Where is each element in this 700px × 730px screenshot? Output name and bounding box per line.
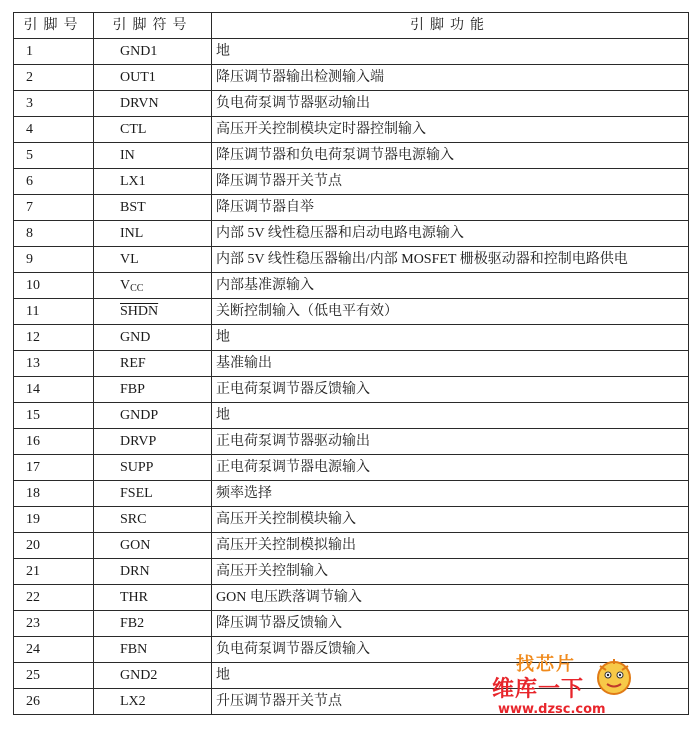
pin-symbol-text: FBP <box>120 382 145 397</box>
pin-symbol-cell <box>94 403 212 429</box>
pin-symbol-text: GND1 <box>120 44 158 59</box>
pin-function-cell: 地 <box>212 325 689 351</box>
table-row <box>14 689 689 715</box>
pin-number-cell: 2 <box>14 65 94 91</box>
pin-symbol-text: IN <box>120 148 135 163</box>
table-row <box>14 65 689 91</box>
pin-symbol-text: DRN <box>120 564 150 579</box>
pin-number-cell: 14 <box>14 377 94 403</box>
pin-symbol-cell <box>94 481 212 507</box>
pin-function-cell: 正电荷泵调节器反馈输入 <box>212 377 689 403</box>
pin-symbol-text: OUT1 <box>120 70 156 85</box>
pin-function-cell: 负电荷泵调节器反馈输入 <box>212 637 689 663</box>
pin-symbol-cell <box>94 39 212 65</box>
pin-symbol-cell <box>94 299 212 325</box>
pin-symbol-text: GON <box>120 538 151 553</box>
pin-symbol-cell <box>94 663 212 689</box>
pin-symbol-cell <box>94 273 212 299</box>
pin-function-cell: 地 <box>212 663 689 689</box>
pin-symbol-text: VL <box>120 252 139 267</box>
pin-symbol-text: INL <box>120 226 144 241</box>
pin-symbol-cell <box>94 221 212 247</box>
pin-number-cell: 21 <box>14 559 94 585</box>
pin-function-cell: 内部基准源输入 <box>212 273 689 299</box>
pin-symbol-cell <box>94 247 212 273</box>
pin-number-cell: 4 <box>14 117 94 143</box>
pin-function-cell: 负电荷泵调节器驱动输出 <box>212 91 689 117</box>
pin-number-cell: 3 <box>14 91 94 117</box>
pin-symbol-base: V <box>120 278 131 293</box>
watermark-main-text: 维库一下 <box>492 677 585 702</box>
table-row <box>14 663 689 689</box>
pin-function-table <box>13 12 689 715</box>
pin-symbol-text: LX1 <box>120 174 146 189</box>
pin-symbol-cell <box>94 637 212 663</box>
pin-function-cell: 降压调节器输出检测输入端 <box>212 65 689 91</box>
table-row <box>14 611 689 637</box>
pin-function-cell: 频率选择 <box>212 481 689 507</box>
pin-symbol-text: FB2 <box>120 616 145 631</box>
pin-symbol-text: SUPP <box>120 460 154 475</box>
pin-symbol-subscript: CC <box>130 283 144 294</box>
pin-symbol-cell <box>94 325 212 351</box>
pin-symbol-text: GND2 <box>120 668 158 683</box>
table-row <box>14 299 689 325</box>
pin-function-cell: 高压开关控制模块输入 <box>212 507 689 533</box>
pin-function-cell: 内部 5V 线性稳压器和启动电路电源输入 <box>212 221 689 247</box>
pin-function-cell: GON 电压跌落调节输入 <box>212 585 689 611</box>
pin-symbol-text: FBN <box>120 642 148 657</box>
pin-number-cell: 11 <box>14 299 94 325</box>
pin-symbol-cell <box>94 377 212 403</box>
pin-number-cell: 26 <box>14 689 94 715</box>
pin-symbol-text: GNDP <box>120 408 159 423</box>
pin-function-cell: 正电荷泵调节器电源输入 <box>212 455 689 481</box>
pin-symbol-text: THR <box>120 590 148 605</box>
table-row <box>14 351 689 377</box>
pin-function-cell: 降压调节器自举 <box>212 195 689 221</box>
pin-symbol-cell <box>94 455 212 481</box>
table-row <box>14 507 689 533</box>
pin-function-cell: 内部 5V 线性稳压器输出/内部 MOSFET 栅极驱动器和控制电路供电 <box>212 247 689 273</box>
pin-symbol-text: GND <box>120 330 151 345</box>
pin-symbol-cell <box>94 689 212 715</box>
pin-symbol-text: CTL <box>120 122 147 137</box>
pin-number-cell: 25 <box>14 663 94 689</box>
pin-symbol-cell <box>94 507 212 533</box>
table-row <box>14 403 689 429</box>
pin-symbol-cell <box>94 533 212 559</box>
pin-symbol-cell <box>94 195 212 221</box>
pin-number-cell: 19 <box>14 507 94 533</box>
pin-symbol-cell <box>94 351 212 377</box>
header-pin-symbol: 引脚符号 <box>94 13 212 39</box>
pin-symbol-cell <box>94 65 212 91</box>
pin-number-cell: 1 <box>14 39 94 65</box>
pin-symbol-cell <box>94 429 212 455</box>
pin-function-cell: 升压调节器开关节点 <box>212 689 689 715</box>
pin-function-cell: 高压开关控制输入 <box>212 559 689 585</box>
table-row <box>14 559 689 585</box>
pin-number-cell: 16 <box>14 429 94 455</box>
table-row <box>14 195 689 221</box>
table-row <box>14 637 689 663</box>
pin-function-cell: 地 <box>212 39 689 65</box>
pin-number-cell: 22 <box>14 585 94 611</box>
table-row <box>14 533 689 559</box>
watermark-top-text: 找芯片 <box>516 654 576 675</box>
pin-number-cell: 7 <box>14 195 94 221</box>
header-pin-number: 引脚号 <box>14 13 94 39</box>
pin-function-cell: 基准输出 <box>212 351 689 377</box>
table-row <box>14 221 689 247</box>
pin-symbol-cell <box>94 91 212 117</box>
table-row <box>14 247 689 273</box>
pin-symbol-text: SRC <box>120 512 147 527</box>
pin-symbol-cell <box>94 559 212 585</box>
table-row <box>14 455 689 481</box>
pin-symbol-cell <box>94 585 212 611</box>
table-row <box>14 143 689 169</box>
table-row <box>14 377 689 403</box>
header-pin-function: 引脚功能 <box>212 13 689 39</box>
pin-number-cell: 17 <box>14 455 94 481</box>
pin-number-cell: 6 <box>14 169 94 195</box>
pin-symbol-text: SHDN <box>120 304 159 319</box>
pin-symbol-text: LX2 <box>120 694 146 709</box>
watermark-url: www.dzsc.com <box>498 702 606 717</box>
pin-number-cell: 18 <box>14 481 94 507</box>
pin-function-cell: 关断控制输入（低电平有效） <box>212 299 689 325</box>
pin-function-cell: 降压调节器开关节点 <box>212 169 689 195</box>
table-row <box>14 429 689 455</box>
pin-number-cell: 23 <box>14 611 94 637</box>
pin-number-cell: 15 <box>14 403 94 429</box>
pin-number-cell: 12 <box>14 325 94 351</box>
pin-number-cell: 8 <box>14 221 94 247</box>
pin-symbol-text: REF <box>120 356 146 371</box>
pin-function-cell: 高压开关控制模块定时器控制输入 <box>212 117 689 143</box>
pin-function-cell: 降压调节器反馈输入 <box>212 611 689 637</box>
table-body <box>14 39 689 715</box>
pin-number-cell: 24 <box>14 637 94 663</box>
pin-symbol-text: DRVN <box>120 96 159 111</box>
pin-function-cell: 降压调节器和负电荷泵调节器电源输入 <box>212 143 689 169</box>
table-row <box>14 39 689 65</box>
pin-symbol-cell <box>94 611 212 637</box>
pin-function-cell: 地 <box>212 403 689 429</box>
pin-symbol-cell <box>94 169 212 195</box>
pin-function-cell: 高压开关控制模拟输出 <box>212 533 689 559</box>
pin-number-cell: 9 <box>14 247 94 273</box>
pin-number-cell: 10 <box>14 273 94 299</box>
pin-number-cell: 13 <box>14 351 94 377</box>
table-row <box>14 585 689 611</box>
table-header-row <box>14 13 689 39</box>
pin-number-cell: 5 <box>14 143 94 169</box>
table-row <box>14 169 689 195</box>
pin-symbol-text: FSEL <box>120 486 153 501</box>
table-row <box>14 325 689 351</box>
table-row <box>14 273 689 299</box>
pin-symbol-cell <box>94 143 212 169</box>
pin-function-cell: 正电荷泵调节器驱动输出 <box>212 429 689 455</box>
pin-symbol-cell <box>94 117 212 143</box>
table-row <box>14 481 689 507</box>
pin-number-cell: 20 <box>14 533 94 559</box>
table-row <box>14 117 689 143</box>
pin-symbol-text: BST <box>120 200 146 215</box>
table-row <box>14 91 689 117</box>
pin-symbol-text: DRVP <box>120 434 157 449</box>
